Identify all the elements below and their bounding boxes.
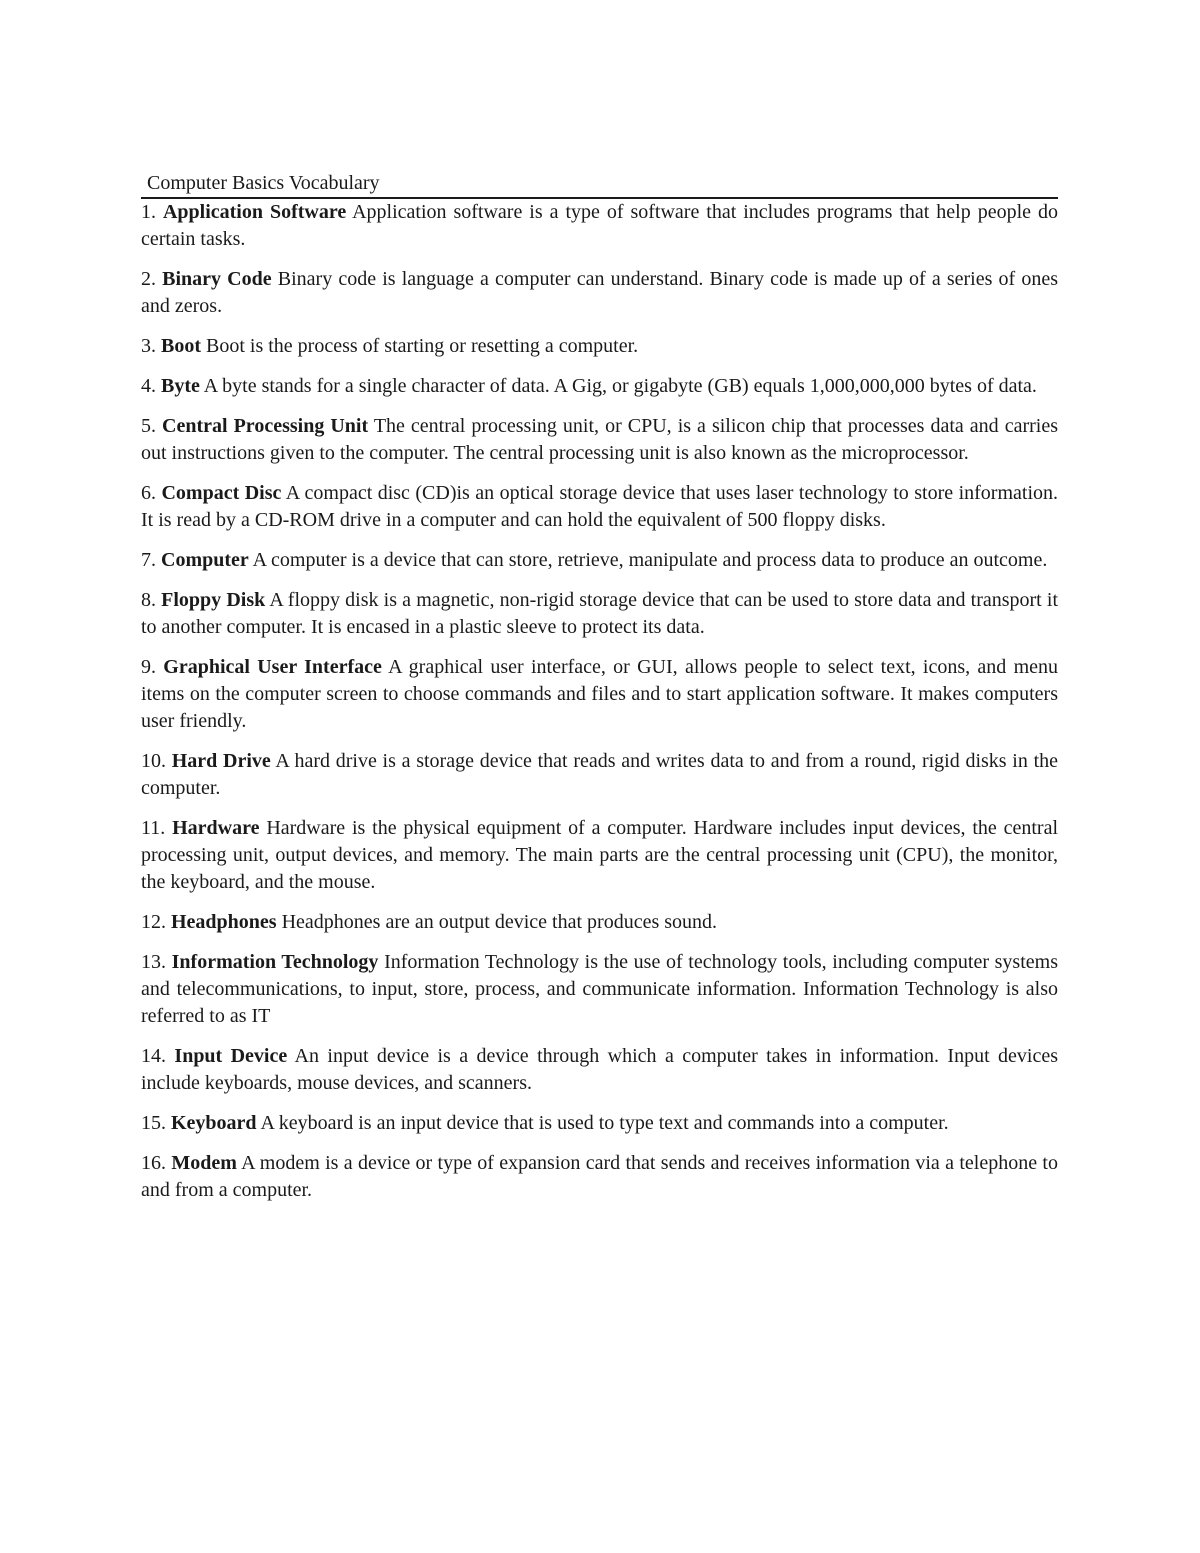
entry-number: 2. [141,268,156,290]
entry-definition: A hard drive is a storage device that reads and writes data to and from a round, rigid disks in the computer. [141,750,1059,799]
entry-term: Information Technology [171,951,379,973]
entry-term: Headphones [171,911,277,933]
entry-definition: Information Technology is the use of technology tools, including computer systems and telecommunications, to input, store, process, and communicate information. Information Technology is also referred to as IT [141,951,1058,1027]
document-body [141,170,1058,1217]
entry-term: Floppy Disk [161,589,266,611]
entry-number: 10. [141,750,166,772]
entry-term: Keyboard [171,1112,257,1134]
entry-number: 1. [141,201,156,223]
entry-definition: Headphones are an output device that produces sound. [281,911,718,933]
entry-definition: Binary code is language a computer can understand. Binary code is made up of a series of ones and zeros. [141,268,1059,317]
entry-number: 16. [141,1152,166,1174]
entry-definition: The central processing unit, or CPU, is a silicon chip that processes data and carries out instructions given to the computer. The central processing unit is also known as the microprocessor. [141,415,1058,464]
vocabulary-entry [141,199,1058,253]
entry-number: 11. [141,817,166,839]
vocabulary-entry [141,480,1058,534]
vocabulary-entry [141,547,1058,574]
entry-term: Central Processing Unit [162,415,369,437]
vocabulary-entry [141,413,1058,467]
entry-definition: A byte stands for a single character of data. A Gig, or gigabyte (GB) equals 1,000,000,000 bytes of data. [203,375,1037,397]
entry-term: Binary Code [162,268,272,290]
entry-term: Hard Drive [171,750,271,772]
entry-term: Byte [161,375,200,397]
entry-number: 15. [141,1112,166,1134]
entry-number: 12. [141,911,166,933]
vocabulary-entry [141,815,1058,896]
vocabulary-entry [141,333,1058,360]
entry-definition: Boot is the process of starting or resetting a computer. [206,335,639,357]
vocabulary-entry [141,587,1058,641]
vocabulary-entry [141,1150,1058,1204]
entry-definition: A keyboard is an input device that is used to type text and commands into a computer. [260,1112,949,1134]
vocabulary-entry [141,1043,1058,1097]
entry-term: Boot [161,335,201,357]
entry-number: 5. [141,415,156,437]
vocabulary-entry [141,654,1058,735]
entry-number: 9. [141,656,156,678]
entry-term: Application Software [162,201,347,223]
entry-definition: A compact disc (CD)is an optical storage device that uses laser technology to store information. It is read by a CD-ROM drive in a computer and can hold the equivalent of 500 floppy disks. [141,482,1058,531]
vocabulary-entry [141,909,1058,936]
entry-number: 7. [141,549,156,571]
entry-number: 4. [141,375,156,397]
entry-definition: Hardware is the physical equipment of a computer. Hardware includes input devices, the central processing unit, output devices, and memory. The main parts are the central processing unit (CPU), the monitor, the keyboard, and the mouse. [141,817,1059,893]
entry-term: Computer [161,549,249,571]
entry-number: 13. [141,951,166,973]
entry-term: Hardware [172,817,260,839]
document-title: Computer Basics Vocabulary [141,170,1058,199]
entry-number: 3. [141,335,156,357]
vocabulary-entry [141,1110,1058,1137]
vocabulary-list [141,199,1058,1204]
entry-definition: A modem is a device or type of expansion card that sends and receives information via a telephone to and from a computer. [141,1152,1058,1201]
entry-definition: An input device is a device through which a computer takes in information. Input devices include keyboards, mouse devices, and scanners. [141,1045,1058,1094]
entry-number: 6. [141,482,156,504]
vocabulary-entry [141,748,1058,802]
entry-definition: A floppy disk is a magnetic, non-rigid storage device that can be used to store data and transport it to another computer. It is encased in a plastic sleeve to protect its data. [141,589,1058,638]
entry-definition: A graphical user interface, or GUI, allows people to select text, icons, and menu items on the computer screen to choose commands and files and to start application software. It makes computers user friendly. [141,656,1059,732]
vocabulary-entry [141,266,1058,320]
entry-term: Modem [171,1152,237,1174]
entry-definition: Application software is a type of software that includes programs that help people do certain tasks. [141,201,1058,250]
entry-term: Compact Disc [161,482,282,504]
entry-definition: A computer is a device that can store, retrieve, manipulate and process data to produce an outcome. [252,549,1048,571]
entry-term: Input Device [174,1045,288,1067]
vocabulary-entry [141,373,1058,400]
entry-term: Graphical User Interface [163,656,382,678]
entry-number: 14. [141,1045,166,1067]
entry-number: 8. [141,589,156,611]
vocabulary-entry [141,949,1058,1030]
